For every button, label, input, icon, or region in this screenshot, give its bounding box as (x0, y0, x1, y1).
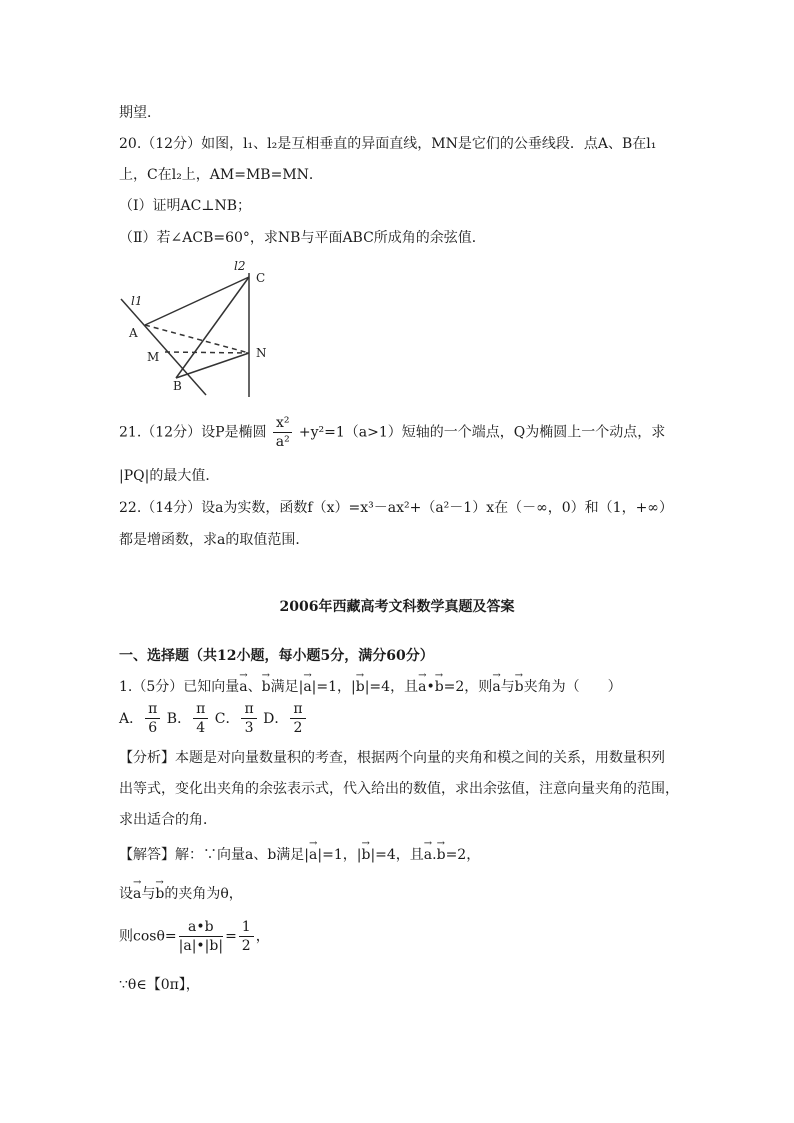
option-numerator: π (145, 700, 160, 719)
solution-line3 (119, 918, 270, 958)
fraction-denominator: |a|•|b| (178, 938, 224, 954)
option-b (166, 701, 211, 736)
segment-BN (176, 353, 249, 378)
q21-pre: 21.（12分）设P是椭圆 (119, 424, 267, 441)
question-20-part1: （Ⅰ）证明AC⊥NB； (119, 198, 252, 214)
segment-AC (145, 277, 249, 325)
segment-BC (176, 277, 249, 378)
option-numerator: π (193, 700, 208, 719)
segment-MN (165, 352, 249, 353)
question-20-part2: （Ⅱ）若∠ACB=60°，求NB与平面ABC所成角的余弦值． (119, 230, 486, 246)
analysis-line2: 出等式，变化出夹角的余弦表示式，代入给出的数值，求出余弦值，注意向量夹角的范围， (119, 781, 679, 797)
vector-b: → b (515, 677, 524, 697)
ellipse-fraction (273, 414, 293, 451)
label-l1: l1 (131, 294, 143, 308)
fraction-numerator: 1 (239, 918, 254, 937)
fraction-numerator: x² (273, 414, 293, 433)
vector-a: → a (133, 884, 141, 904)
q21-post: +y²=1（a>1）短轴的一个端点，Q为椭圆上一个动点，求 (298, 424, 666, 441)
dot-symbol: • (426, 679, 435, 695)
label-M: M (147, 350, 160, 364)
question-21-line2: |PQ|的最大值． (119, 468, 220, 484)
geometry-figure (115, 255, 285, 400)
text-line: 期望． (119, 105, 161, 121)
q1-stem-e: =2，则 (443, 679, 493, 695)
cos-fraction (179, 918, 223, 955)
solution-text: 则cosθ= (119, 928, 177, 945)
vector-b: → b (437, 845, 446, 865)
option-numerator: π (290, 700, 305, 719)
vector-a: → a (303, 677, 311, 697)
vector-b: → b (356, 677, 365, 697)
label-C: C (256, 271, 266, 285)
option-a (119, 701, 162, 736)
fraction-denominator: a² (275, 434, 290, 450)
question-21-line1 (119, 414, 665, 451)
q1-stem-a: 1.（5分）已知向量 (119, 679, 240, 695)
q1-stem-b: 满足| (270, 679, 304, 695)
question-20-line1: 20.（12分）如图，l₁、l₂是互相垂直的异面直线，MN是它们的公垂线段．点A、B在l₁ (119, 136, 657, 152)
option-denominator: 2 (293, 720, 303, 736)
label-N: N (256, 346, 267, 360)
vector-b: → b (155, 884, 164, 904)
q1-stem-f: 夹角为（ ） (523, 679, 622, 695)
solution-text: |=1，| (317, 847, 362, 863)
label-A: A (129, 326, 138, 340)
solution-text: = (225, 928, 237, 945)
line-l1 (121, 299, 206, 395)
question-1-options (119, 700, 308, 740)
option-label: A． (119, 710, 144, 727)
vector-a: → a (239, 677, 247, 697)
half-fraction (239, 918, 254, 955)
vector-b: → b (435, 677, 444, 697)
solution-line1 (119, 845, 480, 865)
section-heading: 一、选择题（共12小题，每小题5分，满分60分） (119, 648, 434, 664)
option-label: D． (263, 710, 289, 727)
vector-a: → a (309, 845, 317, 865)
solution-text: . (432, 847, 437, 863)
vector-b: → b (262, 677, 271, 697)
vector-a: → a (424, 845, 432, 865)
q1-stem-c: |=1，| (311, 679, 356, 695)
solution-text: 与 (141, 886, 156, 902)
solution-text: =2， (445, 847, 481, 863)
option-label: B． (166, 710, 192, 727)
option-label: C． (214, 710, 240, 727)
question-1-stem (119, 677, 622, 697)
label-B: B (173, 379, 182, 393)
vector-a: → a (492, 677, 500, 697)
option-denominator: 3 (244, 720, 254, 736)
question-20-line2: 上，C在l₂上，AM=MB=MN． (119, 167, 323, 183)
option-d (263, 701, 307, 736)
question-22-line1: 22.（14分）设a为实数，函数f（x）=x³－ax²+（a²－1）x在（－∞，0）和（1，+∞） (119, 500, 673, 516)
solution-line2 (119, 884, 243, 904)
q1-sep: 、 (247, 679, 262, 695)
option-c (214, 701, 259, 736)
option-denominator: 4 (196, 720, 206, 736)
q1-with: 与 (500, 679, 515, 695)
analysis-line3: 求出适合的角． (119, 812, 217, 828)
question-22-line2: 都是增函数，求a的取值范围． (119, 532, 310, 548)
solution-text: 设 (119, 886, 133, 902)
fraction-numerator: a•b (179, 918, 223, 937)
analysis-line1: 【分析】本题是对向量数量积的考查，根据两个向量的夹角和模之间的关系，用数量积列 (119, 750, 665, 766)
option-numerator: π (241, 700, 256, 719)
q1-stem-d: |=4，且 (364, 679, 419, 695)
vector-a: → a (418, 677, 426, 697)
page-title: 2006年西藏高考文科数学真题及答案 (279, 599, 515, 615)
solution-text: ， (255, 928, 270, 945)
label-l2: l2 (234, 259, 246, 273)
solution-text: |=4，且 (370, 847, 424, 863)
solution-text: 的夹角为θ， (164, 886, 243, 902)
vector-b: → b (361, 845, 370, 865)
fraction-denominator: 2 (241, 938, 251, 954)
solution-text: 【解答】解：∵向量a、b满足| (119, 847, 310, 863)
solution-line4: ∵θ∈【0π】， (119, 977, 200, 993)
option-denominator: 6 (148, 720, 158, 736)
